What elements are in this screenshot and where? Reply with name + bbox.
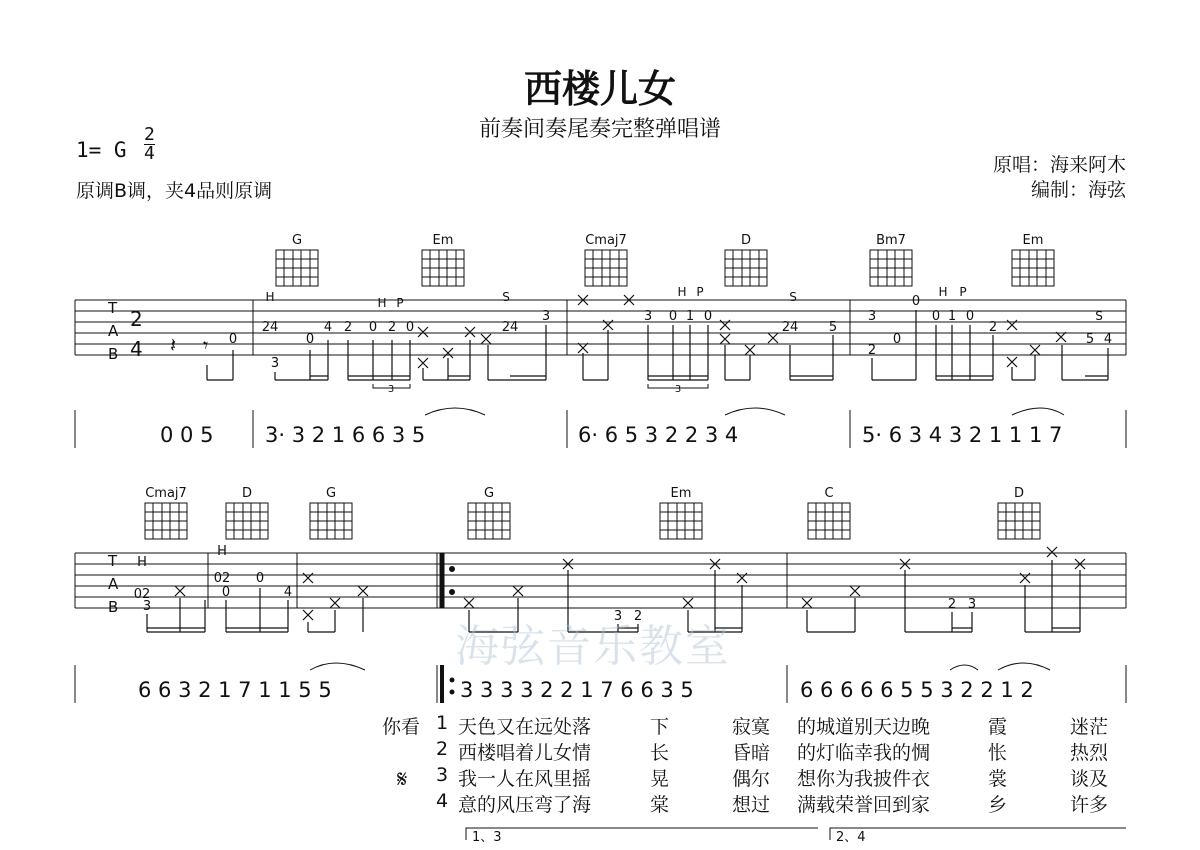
svg-text:P: P — [396, 296, 404, 310]
svg-text:6· 6 5 3 2 2 3 4: 6· 6 5 3 2 2 3 4 — [578, 423, 739, 447]
svg-text:2: 2 — [988, 320, 998, 335]
svg-text:3: 3 — [867, 309, 877, 324]
rest-symbol: 𝄾 — [203, 333, 209, 357]
svg-text:G: G — [325, 486, 337, 501]
svg-text:3: 3 — [142, 599, 152, 614]
svg-text:0: 0 — [931, 309, 941, 324]
svg-text:A: A — [108, 575, 119, 593]
svg-text:H: H — [265, 290, 275, 304]
svg-text:0: 0 — [965, 309, 975, 324]
verse-num: 2 — [436, 738, 449, 760]
time-bottom: 4 — [144, 143, 155, 164]
svg-text:D: D — [241, 486, 253, 501]
lyric-line: 满载荣誉回到家 — [797, 794, 931, 816]
svg-text:2: 2 — [947, 597, 957, 612]
svg-text:A: A — [108, 322, 119, 340]
lyric-line: 霞 — [988, 716, 1008, 738]
lyric-line: 偶尔 — [732, 768, 771, 790]
lyric-line: 昏暗 — [732, 742, 771, 764]
svg-text:P: P — [696, 285, 704, 299]
svg-text:0 0 5: 0 0 5 — [160, 423, 214, 447]
svg-text:2: 2 — [343, 320, 353, 335]
svg-text:0: 0 — [911, 294, 921, 309]
svg-text:5: 5 — [828, 320, 838, 335]
svg-text:0: 0 — [228, 332, 238, 347]
lyric-line: 下 — [650, 716, 670, 738]
lyric-line: 裳 — [988, 768, 1008, 790]
svg-text:Bm7: Bm7 — [876, 233, 906, 248]
original-singer: 原唱：海来阿木 — [992, 154, 1126, 176]
triplet-marks-row1 — [373, 384, 708, 388]
svg-text:H: H — [677, 285, 687, 299]
ending-1: 1、3 — [472, 830, 502, 845]
svg-text:24: 24 — [501, 320, 519, 335]
lyric-line: 乡 — [988, 794, 1008, 816]
ending-brackets — [466, 828, 1126, 840]
svg-text:Cmaj7: Cmaj7 — [585, 233, 627, 248]
lyric-line: 我一人在风里摇 — [458, 768, 592, 790]
triplet-3: 3 — [387, 384, 395, 395]
lyric-line: 许多 — [1070, 794, 1109, 816]
lyric-line: 的城道别天边晚 — [797, 716, 931, 738]
lyric-pickup: 你看 — [382, 716, 421, 738]
chord-diagrams-row1 — [276, 250, 1054, 286]
lyric-line: 迷茫 — [1070, 716, 1109, 738]
svg-text:4: 4 — [323, 320, 333, 335]
tab-clef-row1 — [107, 299, 143, 363]
svg-text:D: D — [740, 233, 752, 248]
svg-text:Em: Em — [432, 233, 454, 248]
verse-num: 3 — [436, 764, 449, 786]
arranger: 编制：海弦 — [1030, 179, 1126, 201]
svg-text:2: 2 — [867, 343, 877, 358]
svg-text:4: 4 — [1103, 332, 1113, 347]
svg-text:4: 4 — [283, 585, 293, 600]
svg-text:2: 2 — [130, 307, 143, 331]
svg-text:24: 24 — [261, 320, 279, 335]
svg-text:0: 0 — [305, 332, 315, 347]
verse-num: 4 — [436, 790, 449, 812]
key-signature: 1= G — [76, 138, 127, 162]
svg-text:T: T — [108, 299, 118, 317]
svg-text:3· 3 2 1 6 6 3 5: 3· 3 2 1 6 6 3 5 — [265, 423, 426, 447]
lyric-line: 热烈 — [1070, 742, 1109, 764]
svg-text:0: 0 — [703, 309, 713, 324]
svg-text:1: 1 — [947, 309, 957, 324]
svg-text:6 6 6 6 6 5 5 3 2 2 1 2: 6 6 6 6 6 5 5 3 2 2 1 2 — [800, 678, 1034, 702]
svg-text:3: 3 — [613, 609, 623, 624]
svg-text:0: 0 — [221, 585, 231, 600]
tab-clef-row2 — [107, 552, 119, 616]
svg-text:4: 4 — [130, 337, 143, 361]
svg-text:02: 02 — [133, 587, 151, 602]
svg-text:Cmaj7: Cmaj7 — [145, 486, 187, 501]
lyric-line: 棠 — [650, 794, 670, 816]
svg-text:B: B — [108, 598, 119, 616]
ending-2: 2、4 — [836, 830, 866, 845]
svg-text:G: G — [291, 233, 303, 248]
svg-text:S: S — [502, 290, 510, 304]
svg-text:C: C — [824, 486, 834, 501]
lyric-line: 寂寞 — [732, 716, 771, 738]
triplet-3b: 3 — [674, 384, 682, 395]
svg-text:0: 0 — [405, 320, 415, 335]
chord-diagrams-row2 — [145, 503, 1040, 539]
svg-text:24: 24 — [781, 320, 799, 335]
svg-text:2: 2 — [387, 320, 397, 335]
svg-text:Em: Em — [1022, 233, 1044, 248]
svg-text:3: 3 — [643, 309, 653, 324]
svg-text:3 3 3 3 2 2 1 7 6 6 3 5: 3 3 3 3 2 2 1 7 6 6 3 5 — [460, 678, 694, 702]
svg-text:B: B — [108, 345, 119, 363]
rest-symbol: 𝄽 — [170, 333, 177, 357]
chord-names-row2 — [145, 486, 1024, 501]
svg-text:T: T — [108, 552, 118, 570]
svg-text:H: H — [137, 555, 147, 570]
svg-text:0: 0 — [255, 571, 265, 586]
lyric-line: 晃 — [650, 768, 670, 790]
time-top: 2 — [144, 124, 155, 145]
capo-note: 原调B调，夹4品则原调 — [76, 180, 273, 202]
song-title: 西楼儿女 — [523, 67, 676, 111]
lyric-line: 谈及 — [1070, 768, 1109, 790]
svg-text:G: G — [483, 486, 495, 501]
svg-text:2: 2 — [633, 609, 643, 624]
watermark: 海弦音乐教室 — [455, 621, 731, 672]
song-subtitle: 前奏间奏尾奏完整弹唱谱 — [478, 117, 721, 142]
svg-text:S: S — [1095, 309, 1103, 323]
svg-text:Em: Em — [670, 486, 692, 501]
lyric-line: 意的风压弯了海 — [458, 794, 592, 816]
lyric-line: 西楼唱着儿女情 — [458, 742, 592, 764]
svg-text:5: 5 — [1085, 332, 1095, 347]
svg-text:H: H — [217, 544, 227, 559]
svg-text:0: 0 — [892, 332, 902, 347]
svg-text:0: 0 — [668, 309, 678, 324]
svg-text:D: D — [1013, 486, 1025, 501]
tab-technique-row1 — [265, 285, 1102, 323]
svg-text:3: 3 — [541, 309, 551, 324]
svg-text:3: 3 — [270, 356, 280, 371]
lyric-line: 想你为我披件衣 — [797, 768, 931, 790]
lyric-line: 想过 — [732, 794, 771, 816]
svg-text:02: 02 — [213, 571, 231, 586]
svg-text:H: H — [938, 285, 948, 299]
svg-text:6 6 3 2 1 7 1 1 5 5: 6 6 3 2 1 7 1 1 5 5 — [138, 678, 332, 702]
svg-text:H: H — [377, 296, 387, 310]
svg-text:P: P — [959, 285, 967, 299]
svg-text:5· 6 3 4 3 2 1 1 1 7: 5· 6 3 4 3 2 1 1 1 7 — [862, 423, 1063, 447]
lyric-line: 怅 — [988, 742, 1008, 764]
svg-text:S: S — [789, 290, 797, 304]
lyric-line: 长 — [650, 742, 670, 764]
segno-sign: 𝄋 — [397, 765, 408, 793]
chord-names-row1 — [292, 233, 1043, 248]
svg-text:0: 0 — [368, 320, 378, 335]
lyric-line: 天色又在远处落 — [458, 716, 592, 738]
svg-text:3: 3 — [967, 597, 977, 612]
verse-num: 1 — [436, 712, 449, 734]
svg-text:1: 1 — [685, 309, 695, 324]
jianpu-row1 — [75, 408, 1126, 448]
lyric-line: 的灯临幸我的惆 — [797, 742, 931, 764]
